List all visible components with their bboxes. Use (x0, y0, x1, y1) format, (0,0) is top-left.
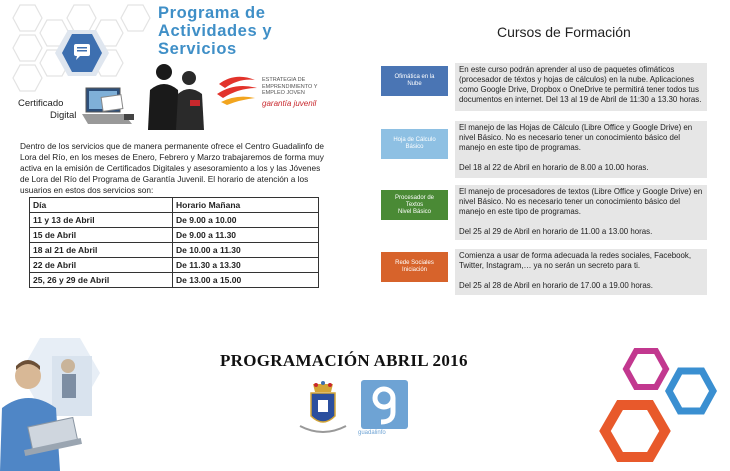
course-label-line: Hoja de Cálculo (393, 137, 436, 143)
table-row (30, 273, 319, 288)
course-schedule-text: Del 25 al 29 de Abril en horario de 11.00 a 13.00 horas. (459, 227, 653, 236)
schedule-day: 11 y 13 de Abril (30, 213, 173, 228)
course-desc-hoja-calculo (455, 121, 707, 178)
cursos-title: Cursos de Formación (497, 24, 631, 40)
schedule-header-day: Día (30, 198, 173, 213)
guadalinfo-logo-text: guadalinfo (358, 430, 386, 436)
strategy-line-1: ESTRATEGIA DE (262, 77, 306, 83)
course-desc-text: El manejo de las Hojas de Cálculo (Libre Office y Google Drive) en nivel Básico. No es necesario tener un conocimiento básico del manejo en este tipo de programas. (459, 123, 693, 152)
man-with-laptop-photo (0, 318, 112, 471)
course-label-line: Textos (405, 201, 424, 208)
table-row (30, 213, 319, 228)
guadalinfo-logo-icon (361, 380, 408, 429)
course-label-line: Ofimática en la (394, 74, 435, 80)
table-row (30, 243, 319, 258)
course-desc-procesador-textos (455, 185, 707, 240)
coat-of-arms-icon (298, 380, 348, 440)
course-desc-redes-sociales (455, 249, 707, 295)
program-title-line-1: Programa de (158, 4, 266, 22)
schedule-table (29, 197, 319, 288)
schedule-time: De 9.00 a 11.30 (173, 228, 319, 243)
course-label-line: Rede Sociales (395, 260, 434, 266)
certificado-digital-label (18, 98, 76, 122)
program-title-line-3: Servicios (158, 40, 237, 58)
course-desc-text: Comienza a usar de forma adecuada la redes sociales, Facebook, Twitter, Instagram,… ya no serán un secreto para ti. (459, 251, 692, 270)
course-desc-text: En este curso podrán aprender al uso de paquetes ofimáticos (procesador de téxtos y hojas de cálculos) en la nube. Aplicaciones como Google Drive, Dropbox o OneDrive te permitirá tener todos tus documentos en internet. Del 13 al 19 de Abril de 11:30 a 13.30 horas. (459, 65, 702, 104)
programacion-title: PROGRAMACIÓN ABRIL 2016 (220, 351, 468, 370)
course-desc-text: El manejo de procesadores de textos (Libre Office y Google Drive) en nivel Básico. No es necesario tener un conocimiento básico del manejo en este tipo de programas. (459, 187, 703, 216)
course-label-hoja-calculo (381, 129, 448, 159)
course-label-line: Básico (405, 144, 424, 150)
strategy-text (262, 77, 332, 97)
schedule-day: 18 al 21 de Abril (30, 243, 173, 258)
course-desc-ofimatica (455, 63, 707, 111)
hexagon-logo-decoration (598, 345, 724, 469)
course-label-procesador-textos (381, 190, 448, 220)
table-row (30, 228, 319, 243)
schedule-header-time: Horario Mañana (173, 198, 319, 213)
schedule-time: De 10.00 a 11.30 (173, 243, 319, 258)
schedule-time: De 13.00 a 15.00 (173, 273, 319, 288)
garantia-juvenil-logo-icon (215, 74, 259, 106)
course-label-line: Nube (407, 81, 422, 87)
course-label-ofimatica (381, 66, 448, 96)
course-schedule-text: Del 25 al 28 de Abril en horario de 17.00 a 19.00 horas. (459, 281, 653, 290)
course-label-line: Procesador de (394, 194, 435, 201)
cert-label-line-1: Certificado (18, 98, 64, 109)
schedule-time: De 9.00 a 10.00 (173, 213, 319, 228)
course-label-line: Nivel Básico (397, 208, 431, 215)
table-row (30, 258, 319, 273)
young-people-silhouette (142, 60, 212, 132)
cert-label-line-2: Digital (50, 110, 77, 121)
schedule-day: 22 de Abril (30, 258, 173, 273)
garantia-juvenil-text: garantía juvenil (262, 99, 317, 108)
course-schedule-text: Del 18 al 22 de Abril en horario de 8.00 a 10.00 horas. (459, 163, 649, 172)
intro-paragraph: Dentro de los servicios que de manera permanente ofrece el Centro Guadalinfo de Lora del Río, en los meses de Enero, Febrero y Marzo trabajaremos de forma muy activa en la emisión de Certificados Digitales y asesoramiento a los y las Jóvenes de Lora del Río del Programa de Garantía Juvenil. El horario de atención a los usuarios en estos dos servicios son: (20, 141, 324, 195)
program-title-line-2: Actividades y (158, 22, 273, 40)
schedule-time: De 11.30 a 13.30 (173, 258, 319, 273)
schedule-header-row (30, 198, 319, 213)
program-title (158, 4, 308, 58)
strategy-line-2: EMPRENDIMIENTO Y (262, 83, 318, 90)
laptop-illustration (80, 84, 140, 134)
schedule-day: 15 de Abril (30, 228, 173, 243)
strategy-line-3: EMPLEO JOVEN (262, 90, 305, 96)
course-label-redes-sociales (381, 252, 448, 282)
course-label-line: Iniciación (401, 267, 427, 273)
schedule-day: 25, 26 y 29 de Abril (30, 273, 173, 288)
